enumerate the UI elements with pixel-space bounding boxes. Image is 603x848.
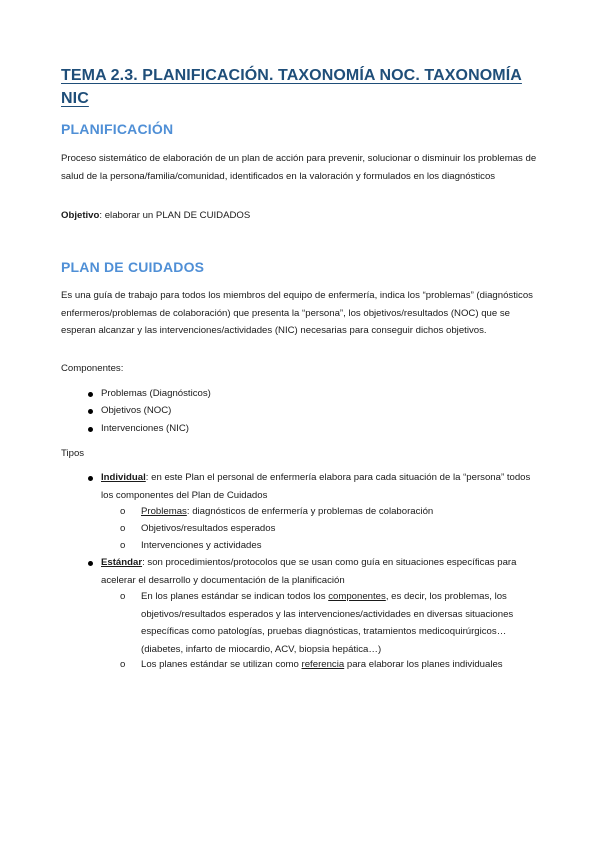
tipo-estandar	[101, 554, 541, 589]
estandar-sub-2-text-a: Los planes estándar se utilizan como	[141, 659, 302, 670]
estandar-sub-2	[141, 656, 521, 674]
componente-item: Problemas (Diagnósticos)	[101, 388, 211, 399]
individual-sub-1	[141, 503, 541, 521]
individual-sub-2: Objetivos/resultados esperados	[141, 523, 276, 534]
bullet-dot	[88, 409, 93, 414]
problemas-label: Problemas	[141, 506, 187, 517]
individual-text: : en este Plan el personal de enfermería elabora para cada situación de la “persona” todos los componentes del Plan de Cuidados	[101, 472, 531, 501]
individual-sub-3: Intervenciones y actividades	[141, 540, 262, 551]
sub-bullet-circle: o	[120, 659, 126, 670]
sub-bullet-circle: o	[120, 523, 126, 534]
estandar-label: Estándar	[101, 557, 143, 568]
plan-definition: Es una guía de trabajo para todos los miembros del equipo de enfermería, indica los “problemas” (diagnósticos enfermeros/problemas de colaboración) que presenta la “persona”, los objetivos/resultados (NOC) que se esperan alcanzar y las intervenciones/actividades (NIC) necesarias para conseguir dichos objetivos.	[61, 290, 533, 336]
estandar-sub-1	[141, 588, 541, 658]
tipos-label: Tipos	[61, 448, 85, 459]
referencia-underlined: referencia	[301, 659, 345, 670]
bullet-dot	[88, 561, 93, 566]
componente-item: Objetivos (NOC)	[101, 405, 172, 416]
componente-item: Intervenciones (NIC)	[101, 423, 189, 434]
problemas-text: : diagnósticos de enfermería y problemas de colaboración	[186, 506, 434, 517]
heading-plan-de-cuidados: PLAN DE CUIDADOS	[61, 259, 205, 275]
estandar-sub-1-text-b: , es decir, los problemas, los objetivos/resultados esperados y las intervenciones/actividades en diversas situaciones específicas como patologías, pruebas diagnósticas, tratamientos medicoquirúrgicos… (diabetes, infarto de miocardio, ACV, biopsia hepática…)	[141, 591, 514, 655]
bullet-dot	[88, 392, 93, 397]
componentes-label: Componentes:	[61, 363, 124, 374]
objetivo-line	[61, 207, 541, 225]
page-title: TEMA 2.3. PLANIFICACIÓN. TAXONOMÍA NOC. TAXONOMÍA NIC	[61, 67, 522, 107]
planificacion-definition: Proceso sistemático de elaboración de un plan de acción para prevenir, solucionar o disminuir los problemas de salud de la persona/familia/comunidad, identificados en la valoración y formulados en los diagnósticos	[61, 153, 537, 182]
sub-bullet-circle: o	[120, 540, 126, 551]
objetivo-label: Objetivo	[61, 210, 100, 221]
bullet-dot	[88, 427, 93, 432]
estandar-sub-1-text-a: En los planes estándar se indican todos los	[141, 591, 329, 602]
sub-bullet-circle: o	[120, 591, 126, 602]
bullet-dot	[88, 476, 93, 481]
sub-bullet-circle: o	[120, 506, 126, 517]
estandar-sub-2-text-b: para elaborar los planes individuales	[344, 659, 503, 670]
individual-label: Individual	[101, 472, 146, 483]
heading-planificacion: PLANIFICACIÓN	[61, 121, 174, 137]
tipo-individual	[101, 469, 541, 504]
componentes-underlined: componentes	[328, 591, 386, 602]
objetivo-text: : elaborar un PLAN DE CUIDADOS	[99, 210, 251, 221]
estandar-text: : son procedimientos/protocolos que se usan como guía en situaciones específicas para acelerar el desarrollo y documentación de la planificación	[101, 557, 517, 586]
